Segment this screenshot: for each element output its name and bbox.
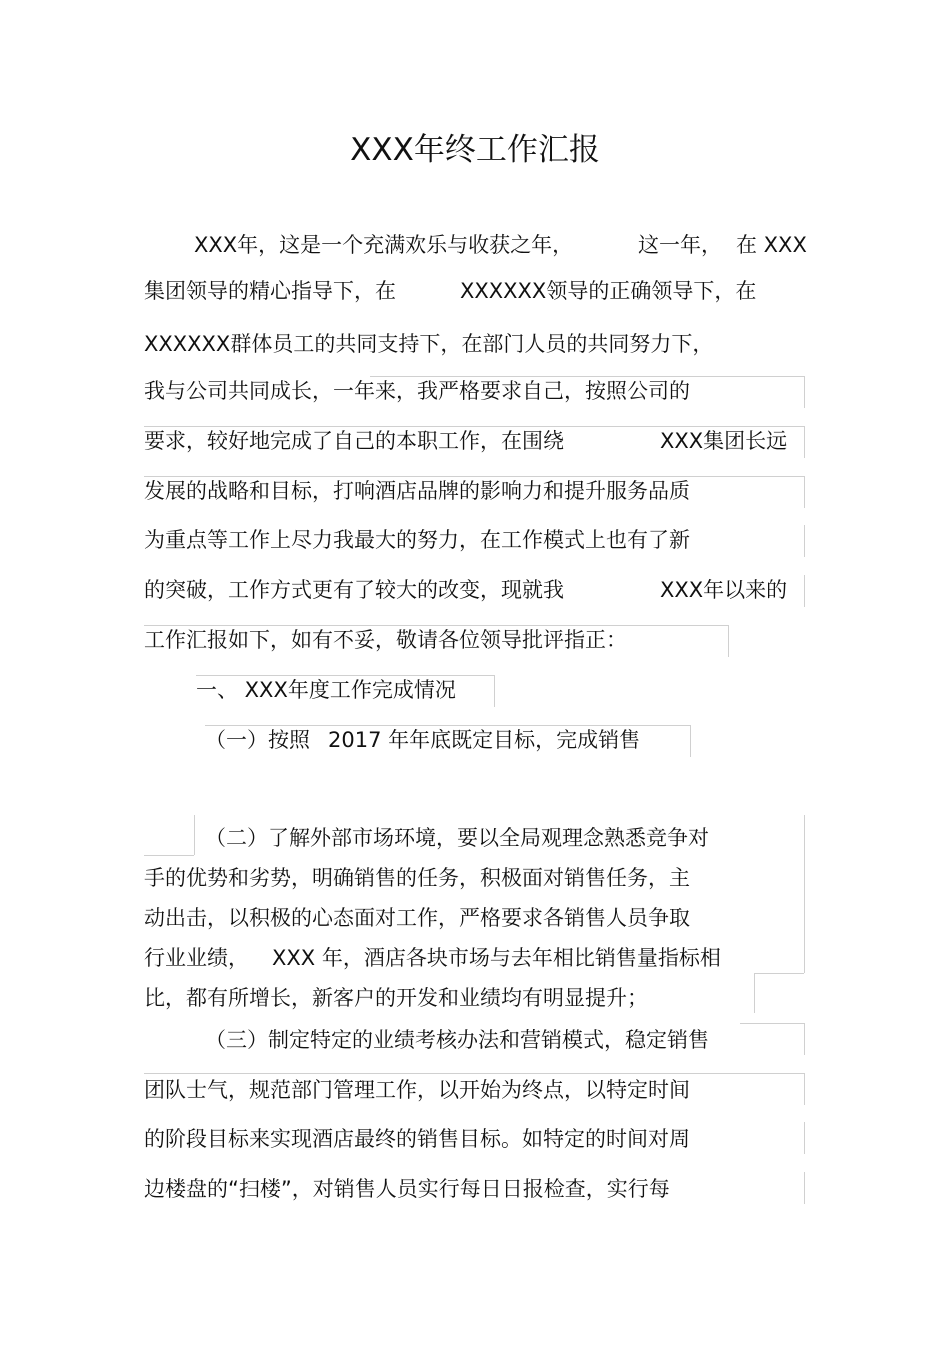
artifact-rule: [144, 625, 728, 626]
artifact-rule: [728, 625, 729, 657]
item2-line2: 手的优势和劣势，明确销售的任务，积极面对销售任务，主: [144, 866, 690, 890]
artifact-rule: [804, 1073, 805, 1105]
artifact-rule: [144, 1073, 804, 1074]
p1-line4: 我与公司共同成长，一年来，我严格要求自己，按照公司的: [144, 379, 690, 403]
p1-line8-part1: 的突破，工作方式更有了较大的改变，现就我: [144, 578, 564, 602]
p1-line7: 为重点等工作上尽力我最大的努力，在工作模式上也有了新: [144, 528, 690, 552]
artifact-rule: [804, 525, 805, 557]
item2-line4-part1: 行业业绩，: [144, 946, 249, 970]
p1-line1-part2: 这一年，: [638, 233, 722, 257]
artifact-rule: [494, 675, 495, 707]
artifact-rule: [804, 815, 805, 973]
p1-line2-part1: 集团领导的精心指导下，在: [144, 279, 396, 303]
p1-line8-part2: XXX年以来的: [660, 578, 788, 602]
p1-line9: 工作汇报如下，如有不妥，敬请各位领导批评指正：: [144, 628, 627, 652]
p1-line5-part1: 要求，较好地完成了自己的本职工作，在围绕: [144, 429, 564, 453]
item3-line3: 的阶段目标来实现酒店最终的销售目标。如特定的时间对周: [144, 1127, 690, 1151]
item1-part2: 2017 年年底既定目标，完成销售: [328, 728, 641, 752]
page-title: XXX年终工作汇报: [350, 132, 600, 168]
item2-line5: 比，都有所增长，新客户的开发和业绩均有明显提升；: [144, 986, 648, 1010]
section-heading: 一、 XXX年度工作完成情况: [196, 678, 456, 702]
artifact-rule: [804, 426, 805, 458]
item3-line1: （三）制定特定的业绩考核办法和营销模式，稳定销售: [205, 1028, 709, 1052]
artifact-rule: [144, 855, 194, 856]
p1-line6: 发展的战略和目标，打响酒店品牌的影响力和提升服务品质: [144, 479, 690, 503]
p1-line1-part1: XXX年，这是一个充满欢乐与收获之年，: [194, 233, 574, 257]
item3-line2: 团队士气，规范部门管理工作，以开始为终点，以特定时间: [144, 1078, 690, 1102]
artifact-rule: [804, 1172, 805, 1204]
item2-line4-part2: XXX 年，酒店各块市场与去年相比销售量指标相: [272, 946, 721, 970]
artifact-rule: [194, 815, 195, 855]
item2-line1: （二）了解外部市场环境，要以全局观理念熟悉竞争对: [205, 826, 709, 850]
artifact-rule: [754, 973, 804, 974]
artifact-rule: [740, 1023, 804, 1024]
artifact-rule: [804, 476, 805, 508]
artifact-rule: [804, 1023, 805, 1055]
artifact-rule: [804, 575, 805, 607]
artifact-rule: [370, 376, 804, 377]
item3-line4: 边楼盘的“扫楼”，对销售人员实行每日日报检查，实行每: [144, 1177, 670, 1201]
artifact-rule: [754, 973, 755, 1013]
artifact-rule: [144, 476, 804, 477]
artifact-rule: [205, 725, 690, 726]
artifact-rule: [804, 376, 805, 408]
p1-line3: XXXXXX群体员工的共同支持下，在部门人员的共同努力下，: [144, 332, 714, 356]
p1-line2-part2: XXXXXX领导的正确领导下，在: [460, 279, 757, 303]
item1-part1: （一）按照: [205, 728, 310, 752]
artifact-rule: [144, 426, 804, 427]
item2-line3: 动出击，以积极的心态面对工作，严格要求各销售人员争取: [144, 906, 690, 930]
artifact-rule: [690, 725, 691, 757]
p1-line1-part3: 在 XXX: [736, 233, 807, 257]
p1-line5-part2: XXX集团长远: [660, 429, 788, 453]
artifact-rule: [804, 1122, 805, 1154]
artifact-rule: [196, 675, 494, 676]
